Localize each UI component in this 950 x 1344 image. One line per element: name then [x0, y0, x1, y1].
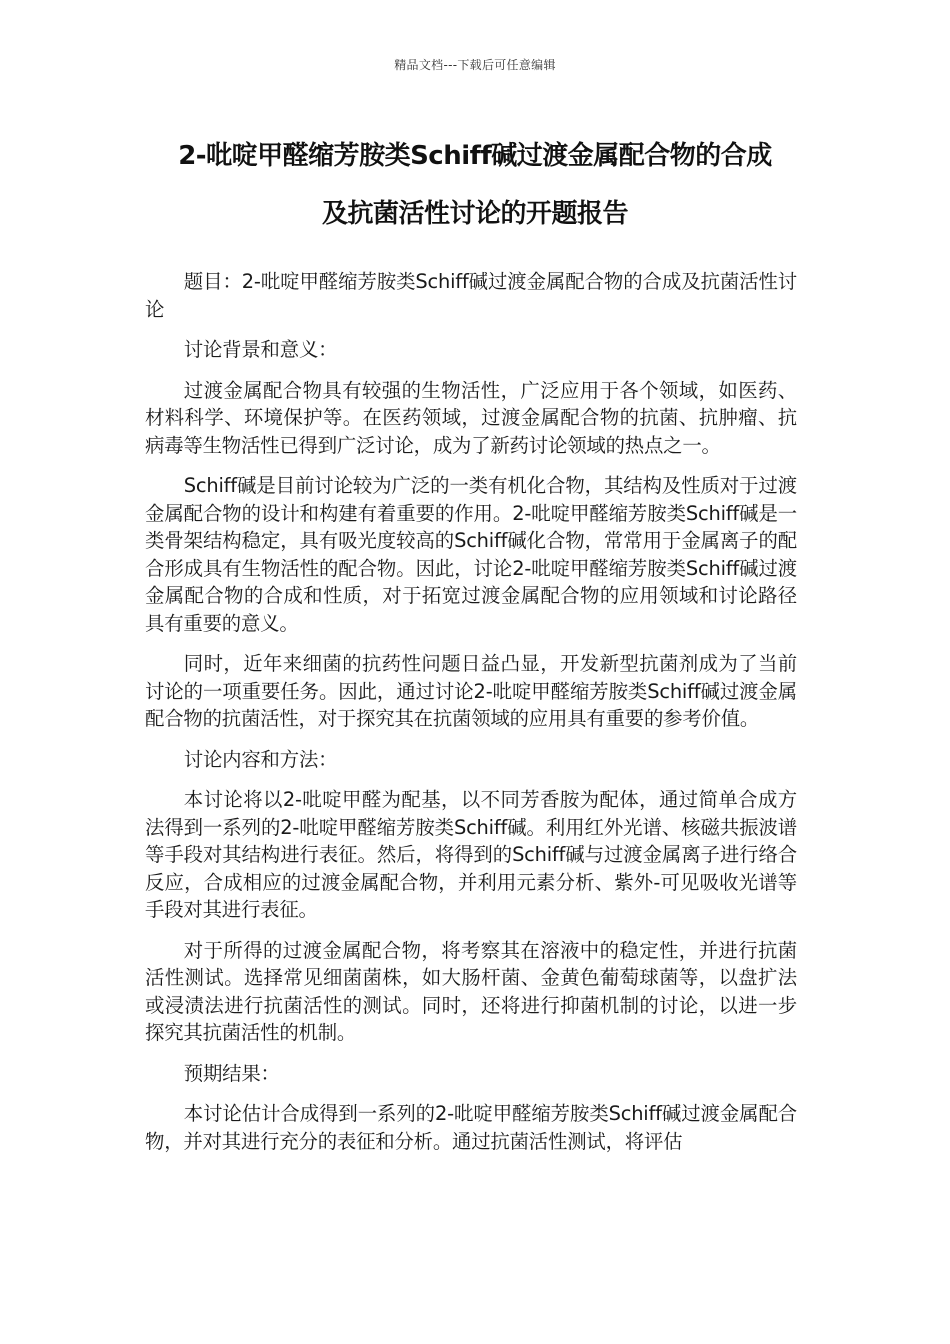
section-heading-expected-results: 预期结果：: [183, 1061, 280, 1085]
paragraph: Schiff碱是目前讨论较为广泛的一类有机化合物，其结构及性质对于过渡金属配合物的设计和构建有着重要的作用。2-吡啶甲醛缩芳胺类Schiff碱是一类骨架结构稳定，具有吸光度较高的Schiff碱化合物，常常用于金属离子的配合形成具有生物活性的配合物。因此，讨论2-吡啶甲醛缩芳胺类Schiff碱过渡金属配合物的合成和性质，对于拓宽过渡金属配合物的应用领域和讨论路径具有重要的意义。: [145, 474, 797, 635]
section-heading-background: 讨论背景和意义：: [183, 338, 338, 361]
paragraph: 本讨论估计合成得到一系列的2-吡啶甲醛缩芳胺类Schiff碱过渡金属配合物，并对其进行充分的表征和分析。通过抗菌活性测试，将评估: [145, 1102, 797, 1153]
document-title-line-1: 2-吡啶甲醛缩芳胺类Schiff碱过渡金属配合物的合成: [178, 141, 772, 171]
paragraph: 对于所得的过渡金属配合物，将考察其在溶液中的稳定性，并进行抗菌活性测试。选择常见细菌菌株，如大肠杆菌、金黄色葡萄球菌等，以盘扩法或浸渍法进行抗菌活性的测试。同时，还将进行抑菌机制的讨论，以进一步探究其抗菌活性的机制。: [145, 938, 797, 1044]
section-heading-methods: 讨论内容和方法：: [183, 747, 338, 771]
document-body: [145, 268, 797, 1168]
paragraph: 本讨论将以2-吡啶甲醛为配基，以不同芳香胺为配体，通过简单合成方法得到一系列的2-吡啶甲醛缩芳胺类Schiff碱。利用红外光谱、核磁共振波谱等手段对其结构进行表征。然后，将得到的Schiff碱与过渡金属离子进行络合反应，合成相应的过渡金属配合物，并利用元素分析、紫外-可见吸收光谱等手段对其进行表征。: [145, 788, 797, 921]
header-note: 精品文档---下载后可任意编辑: [394, 58, 556, 72]
paragraph: 过渡金属配合物具有较强的生物活性，广泛应用于各个领域，如医药、材料科学、环境保护等。在医药领域，过渡金属配合物的抗菌、抗肿瘤、抗病毒等生物活性已得到广泛讨论，成为了新药讨论领域的热点之一。: [145, 378, 797, 457]
paragraph: 同时，近年来细菌的抗药性问题日益凸显，开发新型抗菌剂成为了当前讨论的一项重要任务。因此，通过讨论2-吡啶甲醛缩芳胺类Schiff碱过渡金属配合物的抗菌活性，对于探究其在抗菌领域的应用具有重要的参考价值。: [145, 652, 797, 730]
paragraph-topic: 题目：2-吡啶甲醛缩芳胺类Schiff碱过渡金属配合物的合成及抗菌活性讨论: [145, 270, 797, 321]
document-title-line-2: 及抗菌活性讨论的开题报告: [321, 199, 628, 229]
